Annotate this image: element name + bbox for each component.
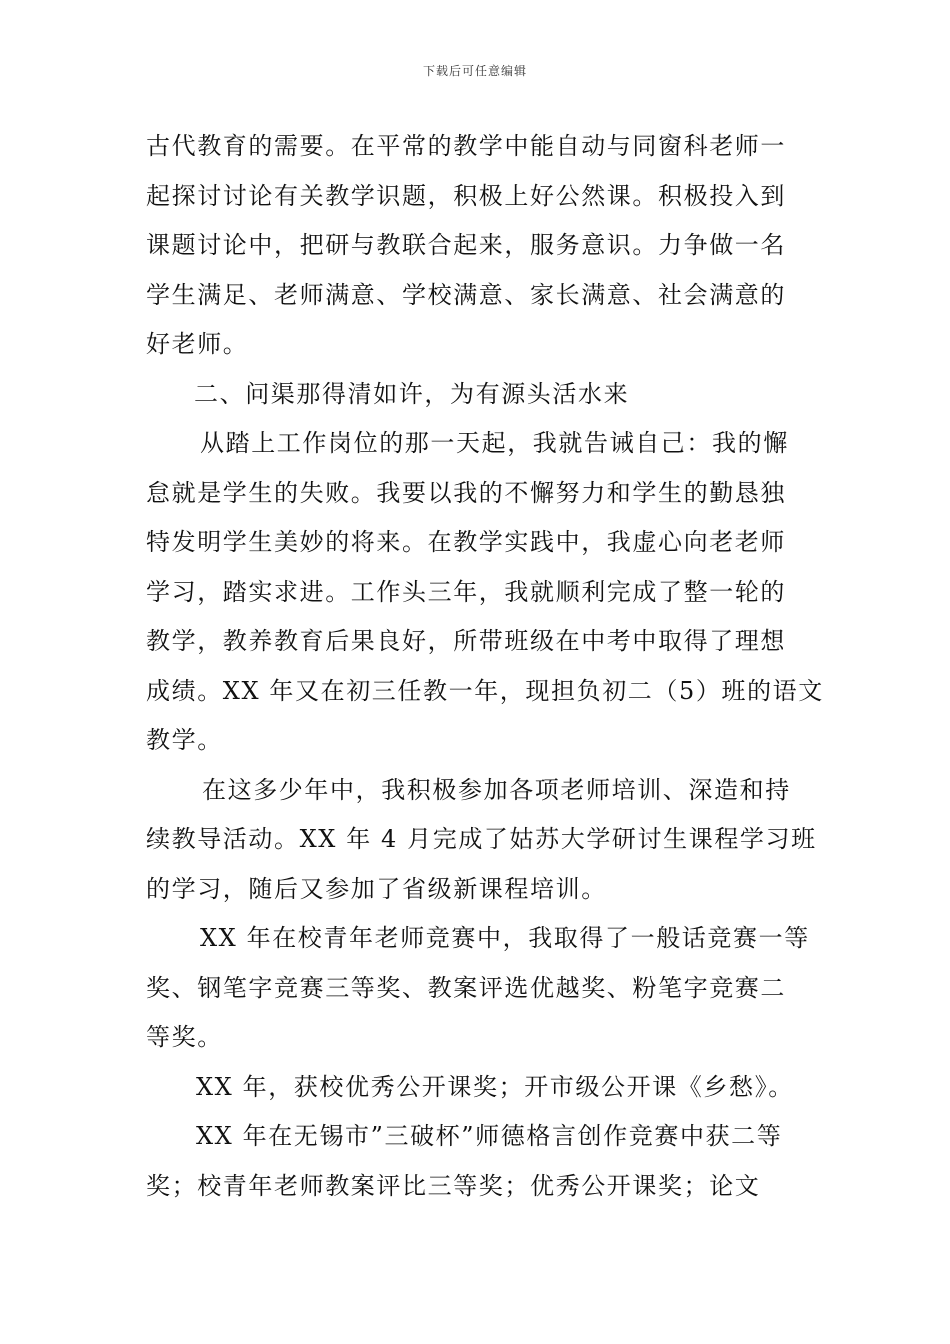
text-line: 好老师。 <box>146 330 249 358</box>
page-header: 下载后可任意编辑 <box>422 64 527 78</box>
text-line: 续教导活动。XX 年 4 月完成了姑苏大学研讨生课程学习班 <box>146 825 817 853</box>
paragraph-start: 从踏上工作岗位的那一天起，我就告诫自己：我的懈 <box>200 429 789 457</box>
paragraph-start: XX 年，获校优秀公开课奖；开市级公开课《乡愁》。 <box>196 1072 794 1101</box>
text-line: 起探讨讨论有关教学识题，积极上好公然课。积极投入到 <box>146 181 786 210</box>
paragraph-start: XX 年在无锡市”三破杯”师德格言创作竞赛中获二等 <box>196 1122 783 1150</box>
text-line: 成绩。XX 年又在初三任教一年，现担负初二（5）班的语文 <box>146 676 824 705</box>
text-line: 奖、钢笔字竞赛三等奖、教案评选优越奖、粉笔字竞赛二 <box>146 973 786 1002</box>
text-line: 特发明学生美妙的将来。在教学实践中，我虚心向老老师 <box>146 528 786 556</box>
document-body <box>146 122 824 1211</box>
text-line: 课题讨论中，把研与教联合起来，服务意识。力争做一名 <box>146 231 786 259</box>
text-line: 学习，踏实求进。工作头三年，我就顺利完成了整一轮的 <box>146 577 786 606</box>
text-line: 等奖。 <box>146 1023 223 1051</box>
text-line: 教学，教养教育后果良好，所带班级在中考中取得了理想 <box>146 627 786 655</box>
text-line: 怠就是学生的失败。我要以我的不懈努力和学生的勤恳独 <box>146 478 786 507</box>
text-line: 的学习，随后又参加了省级新课程培训。 <box>146 874 607 903</box>
text-line: 古代教育的需要。在平常的教学中能自动与同窗科老师一 <box>146 132 786 160</box>
paragraph-start: 在这多少年中，我积极参加各项老师培训、深造和持 <box>202 775 791 804</box>
text-line: 奖；校青年老师教案评比三等奖；优秀公开课奖；论文 <box>146 1171 761 1200</box>
paragraph-start: XX 年在校青年老师竞赛中，我取得了一般话竞赛一等 <box>200 924 810 952</box>
text-line: 教学。 <box>146 726 223 754</box>
text-line: 学生满足、老师满意、学校满意、家长满意、社会满意的 <box>146 280 786 309</box>
section-heading: 二、问渠那得清如许，为有源头活水来 <box>194 379 630 408</box>
